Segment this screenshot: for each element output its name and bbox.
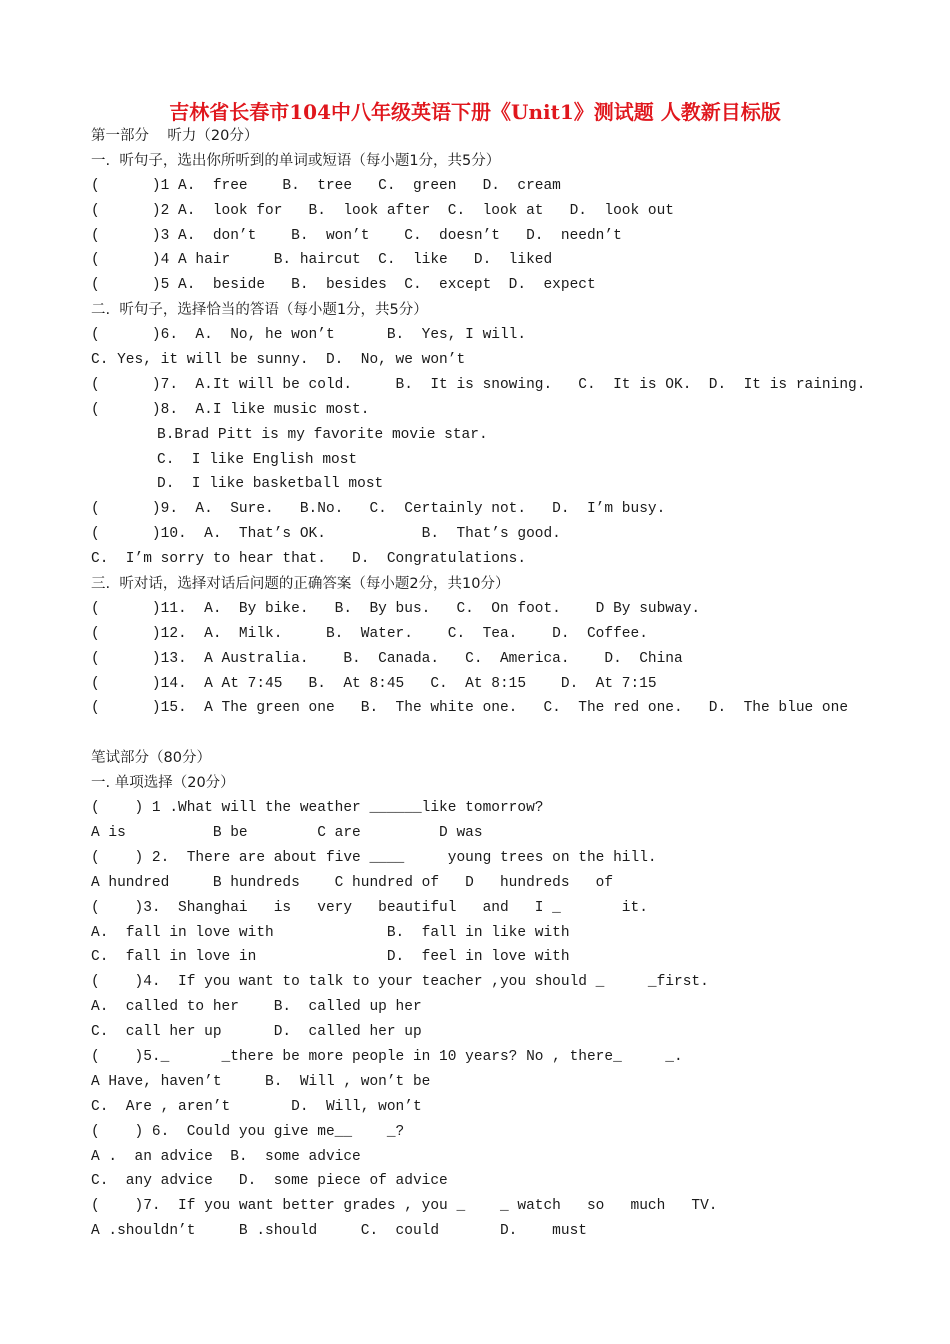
option-line: A. fall in love with B. fall in like with	[91, 924, 570, 941]
question-line: ( )6. A. No, he won’t B. Yes, I will.	[91, 327, 527, 344]
option-line: A Have, haven’t B. Will , won’t be	[91, 1073, 431, 1090]
question-line: ( )11. A. By bike. B. By bus. C. On foot. D By subway.	[91, 600, 701, 617]
question-line: ( )3. Shanghai is very beautiful and I _ it.	[91, 899, 648, 916]
question-line: ( ) 2. There are about five ____ young trees on the hill.	[91, 849, 657, 866]
option-line: C. I’m sorry to hear that. D. Congratulations.	[91, 551, 527, 568]
option-line: D. I like basketball most	[157, 476, 384, 493]
listening-section-3-heading: 三. 听对话，选择对话后问题的正确答案（每小题2分，共10分）	[91, 576, 510, 593]
question-line: ( )12. A. Milk. B. Water. C. Tea. D. Coffee.	[91, 625, 648, 642]
question-line: ( )7. A.It will be cold. B. It is snowing. C. It is OK. D. It is raining.	[91, 376, 866, 393]
option-line: B.Brad Pitt is my favorite movie star.	[157, 426, 488, 443]
option-line: A hundred B hundreds C hundred of D hundreds of	[91, 874, 614, 891]
option-line: C. Are , aren’t D. Will, won’t	[91, 1098, 422, 1115]
option-line: A . an advice B. some advice	[91, 1148, 361, 1165]
question-line: ( )13. A Australia. B. Canada. C. America. D. China	[91, 650, 683, 667]
question-line: ( )5._ _there be more people in 10 years? No , there_ _.	[91, 1048, 683, 1065]
option-line: C. fall in love in D. feel in love with	[91, 949, 570, 966]
option-line: C. call her up D. called her up	[91, 1024, 422, 1041]
question-line: ( )7. If you want better grades , you _ _ watch so much TV.	[91, 1198, 718, 1215]
written-section-1-heading: 一. 单项选择（20分）	[91, 775, 235, 792]
question-line: ( )9. A. Sure. B.No. C. Certainly not. D. I’m busy.	[91, 501, 666, 518]
option-line: A is B be C are D was	[91, 824, 483, 841]
question-line: ( ) 1 .What will the weather ______like tomorrow?	[91, 800, 544, 817]
listening-header: 第一部分 听力（20分）	[91, 128, 259, 144]
question-line: ( )4 A hair B. haircut C. like D. liked	[91, 252, 553, 269]
question-line: ( )2 A. look for B. look after C. look at D. look out	[91, 202, 674, 219]
question-line: ( )8. A.I like music most.	[91, 401, 370, 418]
question-line: ( )10. A. That’s OK. B. That’s good.	[91, 526, 561, 543]
option-line: C. Yes, it will be sunny. D. No, we won’t	[91, 352, 466, 369]
question-line: ( )4. If you want to talk to your teacher ,you should _ _first.	[91, 974, 709, 991]
question-line: ( )5 A. beside B. besides C. except D. expect	[91, 277, 596, 294]
question-line: ( )3 A. don’t B. won’t C. doesn’t D. needn’t	[91, 227, 622, 244]
blank-line	[91, 721, 911, 746]
listening-section-2-heading: 二. 听句子，选择恰当的答语（每小题1分，共5分）	[91, 302, 428, 319]
question-line: ( )1 A. free B. tree C. green D. cream	[91, 177, 561, 194]
document-body	[91, 124, 911, 1244]
question-line: ( )15. A The green one B. The white one. C. The red one. D. The blue one	[91, 700, 849, 717]
option-line: A .shouldn’t B .should C. could D. must	[91, 1223, 587, 1240]
option-line: A. called to her B. called up her	[91, 999, 422, 1016]
question-line: ( )14. A At 7:45 B. At 8:45 C. At 8:15 D. At 7:15	[91, 675, 657, 692]
option-line: C. I like English most	[157, 451, 358, 468]
option-line: C. any advice D. some piece of advice	[91, 1173, 448, 1190]
listening-section-1-heading: 一. 听句子，选出你所听到的单词或短语（每小题1分，共5分）	[91, 152, 501, 169]
written-header: 笔试部分（80分）	[91, 750, 211, 767]
question-line: ( ) 6. Could you give me__ _?	[91, 1123, 405, 1140]
document-title: 吉林省长春市104中八年级英语下册《Unit1》测试题 人教新目标版	[169, 100, 781, 124]
